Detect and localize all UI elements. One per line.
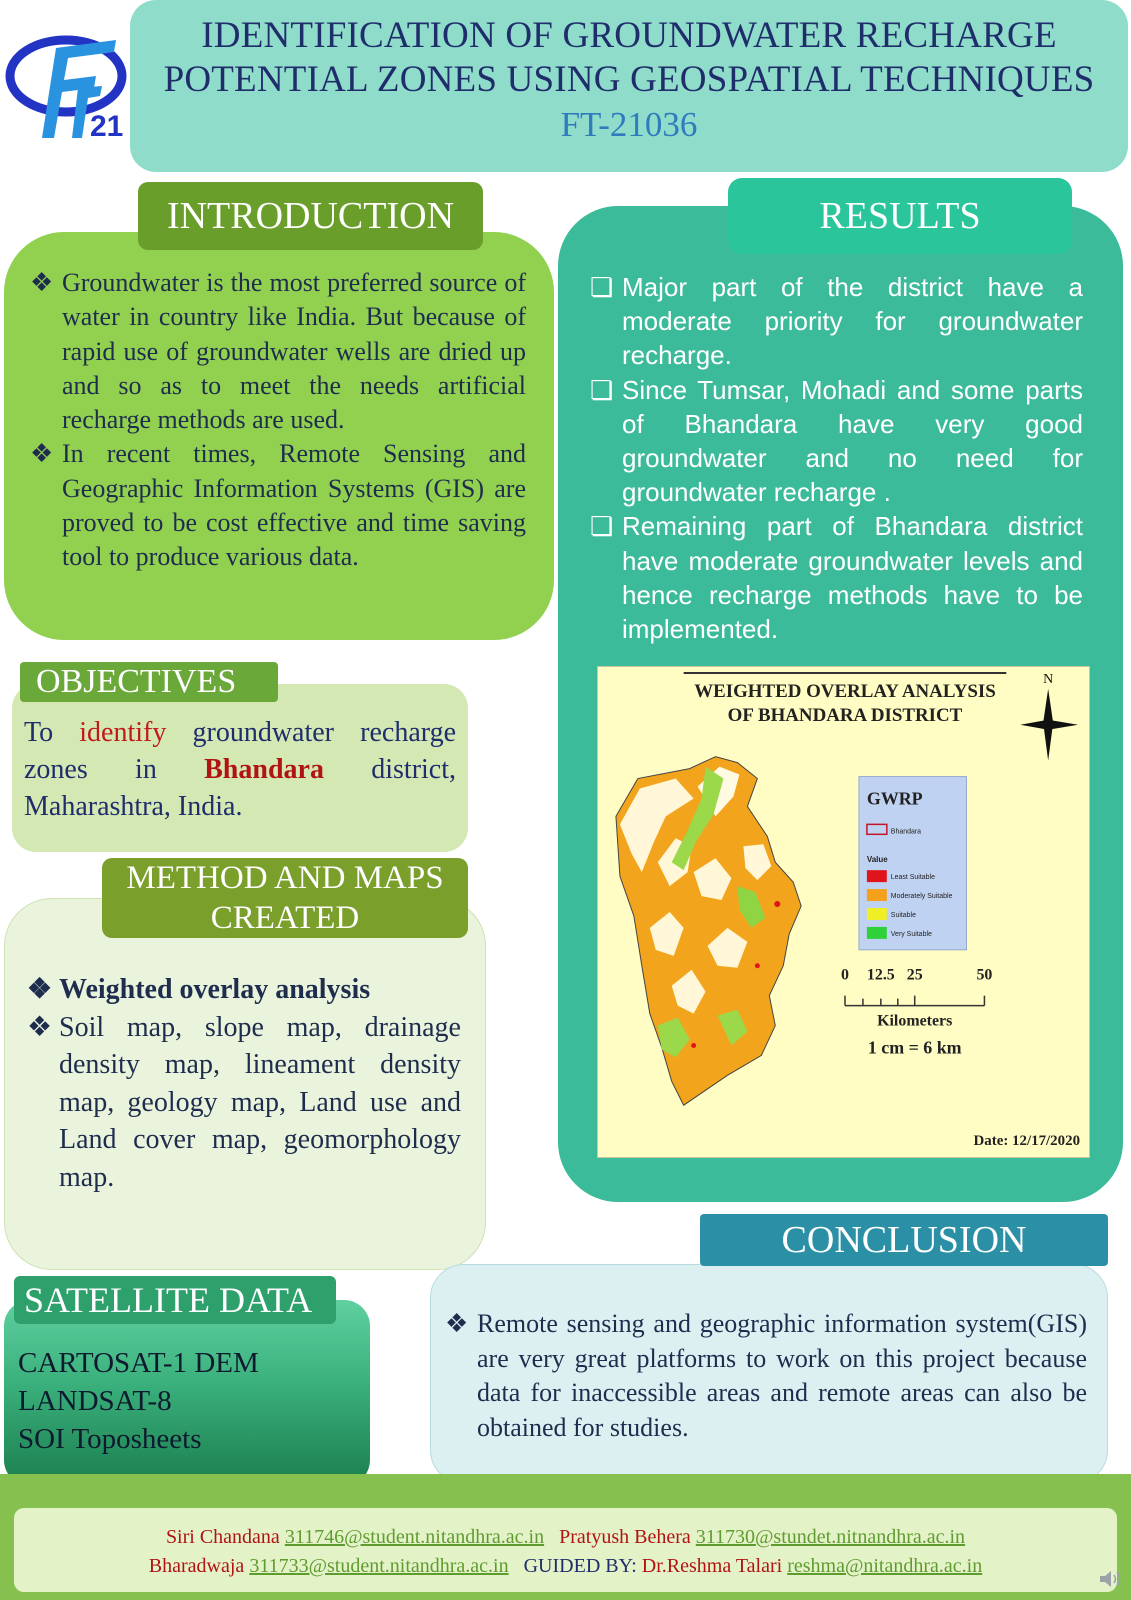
author-1-email[interactable]: 311746@student.nitandhra.ac.in bbox=[284, 1526, 545, 1548]
author-1: Siri Chandana bbox=[165, 1526, 280, 1548]
legend-label: Suitable bbox=[890, 911, 916, 919]
weighted-overlay-map bbox=[597, 666, 1090, 1158]
scale-tick-0: 0 bbox=[841, 966, 849, 984]
satellite-item: LANDSAT-8 bbox=[18, 1385, 172, 1417]
map-legend bbox=[859, 777, 967, 950]
scale-tick-50: 50 bbox=[976, 966, 993, 984]
guide-email[interactable]: reshma@nitandhra.ac.in bbox=[787, 1555, 983, 1577]
results-heading: RESULTS bbox=[728, 178, 1072, 254]
satellite-heading: SATELLITE DATA bbox=[14, 1276, 336, 1324]
map-title-line-1: WEIGHTED OVERLAY ANALYSIS bbox=[694, 680, 996, 702]
introduction-box bbox=[4, 232, 554, 640]
legend-swatch bbox=[867, 927, 887, 939]
legend-title: GWRP bbox=[866, 788, 923, 809]
method-box bbox=[4, 898, 486, 1270]
intro-bullet-1: ❖ Groundwater is the most preferred source of water in country like India. But because of rapid use of groundwater wells are dried up and so as to meet the needs artificial recharge methods are used. bbox=[30, 266, 526, 437]
guide-name: Dr.Reshma Talari bbox=[641, 1555, 783, 1577]
scale-bar bbox=[841, 967, 992, 1058]
result-bullet-3: ❏ Remaining part of Bhandara district have moderate groundwater levels and hence recharge methods have to be implemented. bbox=[590, 509, 1083, 646]
scale-tick-12.5: 12.5 bbox=[866, 966, 895, 984]
author-2-email[interactable]: 311730@stundet.nitnandhra.ac.in bbox=[695, 1526, 966, 1548]
legend-swatch bbox=[867, 908, 887, 920]
title-line-1: IDENTIFICATION OF GROUNDWATER RECHARGE bbox=[201, 15, 1057, 56]
conclusion-bullet: ❖ Remote sensing and geographic information system(GIS) are very great platforms to work on this project because data for inaccessible areas and remote areas can also be obtained for studies. bbox=[445, 1307, 1087, 1445]
legend-value-label: Value bbox=[866, 855, 888, 865]
legend-boundary-label: Bhandara bbox=[890, 828, 922, 836]
svg-text:N: N bbox=[1043, 671, 1054, 687]
objectives-box bbox=[12, 684, 468, 852]
satellite-item: CARTOSAT-1 DEM bbox=[18, 1347, 259, 1379]
result-bullet-2: ❏ Since Tumsar, Mohadi and some parts of Bhandara have very good groundwater and no need for groundwater recharge . bbox=[590, 373, 1083, 510]
scale-unit: Kilometers bbox=[877, 1012, 953, 1030]
satellite-item: SOI Toposheets bbox=[18, 1423, 202, 1455]
scale-ratio: 1 cm = 6 km bbox=[867, 1037, 962, 1058]
legend-swatch bbox=[867, 889, 887, 901]
intro-bullet-2: ❖ In recent times, Remote Sensing and Geographic Information Systems (GIS) are proved to be cost effective and time saving tool to produce various data. bbox=[30, 437, 526, 574]
objective-text-post: district, Maharashtra, India. bbox=[24, 754, 457, 822]
scale-tick-25: 25 bbox=[906, 966, 923, 984]
introduction-heading: INTRODUCTION bbox=[138, 182, 483, 250]
objectives-heading: OBJECTIVES bbox=[20, 662, 278, 702]
title-line-2: POTENTIAL ZONES USING GEOSPATIAL TECHNIQUES bbox=[163, 59, 1095, 100]
bhandara-district-shape bbox=[616, 757, 801, 1106]
logo-text: 21 bbox=[90, 110, 124, 142]
legend-label: Very Suitable bbox=[890, 930, 932, 938]
legend-label: Least Suitable bbox=[890, 874, 935, 882]
method-bullet-1: ❖ Weighted overlay analysis bbox=[27, 971, 461, 1009]
project-code: FT-21036 bbox=[560, 105, 698, 144]
guided-by-label: GUIDED BY: bbox=[523, 1555, 637, 1577]
map-title-line-2: OF BHANDARA DISTRICT bbox=[727, 704, 963, 726]
conclusion-box bbox=[430, 1264, 1108, 1484]
result-bullet-1: ❏ Major part of the district have a moderate priority for groundwater recharge. bbox=[590, 270, 1083, 373]
author-2: Pratyush Behera bbox=[559, 1526, 691, 1548]
objective-text-mid: groundwater recharge zones in bbox=[24, 717, 456, 785]
author-3-email[interactable]: 311733@student.nitandhra.ac.in bbox=[249, 1555, 509, 1577]
north-arrow-icon bbox=[1020, 672, 1078, 761]
ft21-logo bbox=[4, 30, 134, 142]
objective-highlight-identify: identify bbox=[79, 717, 167, 748]
author-3: Bharadwaja bbox=[148, 1555, 245, 1577]
speaker-icon[interactable] bbox=[1098, 1568, 1124, 1590]
conclusion-heading: CONCLUSION bbox=[700, 1214, 1108, 1266]
footer-credits bbox=[14, 1508, 1117, 1592]
map-date: Date: 12/17/2020 bbox=[973, 1133, 1081, 1150]
method-heading: METHOD AND MAPS CREATED bbox=[102, 858, 468, 938]
satellite-box bbox=[4, 1300, 370, 1486]
method-bullet-2: ❖ Soil map, slope map, drainage density map, lineament density map, geology map, Land use and Land cover map, geomorphology map. bbox=[27, 1009, 461, 1197]
objective-text-pre: To bbox=[24, 717, 80, 748]
legend-swatch bbox=[867, 870, 887, 882]
objective-highlight-bhandara: Bhandara bbox=[204, 754, 324, 785]
poster-header bbox=[130, 0, 1128, 172]
legend-label: Moderately Suitable bbox=[890, 893, 953, 901]
